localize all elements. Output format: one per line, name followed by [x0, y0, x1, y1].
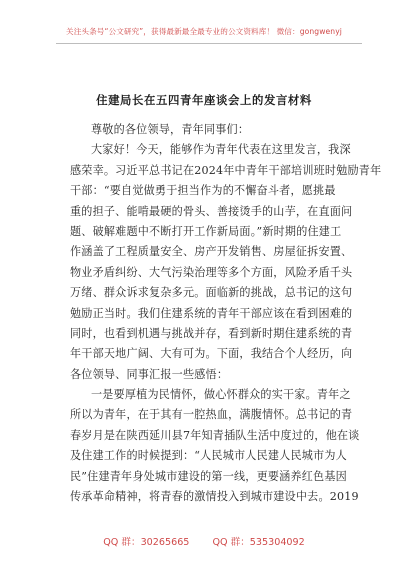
- body-line: 重的担子、能啃最硬的骨头、善接烫手的山芋，在直面问: [70, 204, 353, 218]
- footer-qq-group-2: QQ 群：535304092: [212, 537, 305, 548]
- body-line: 民”住建青年身处城市建设的第一线，更要涵养红色基因: [70, 469, 347, 483]
- body-line: 及住建工作的时候提到：“人民城市人民建人民城市为人: [70, 449, 347, 463]
- body-line: 干部：“要自觉做勇于担当作为的不懈奋斗者，愿挑最: [70, 184, 336, 198]
- document-body: [70, 120, 382, 507]
- body-line: 勉励正当时。我们住建系统的青年干部应该在看到困难的: [70, 306, 353, 320]
- body-line: 大家好！今天，能够作为青年代表在这里发言，我深: [91, 143, 351, 157]
- body-line: 题、破解难题中不断打开工作新局面。”新时期的住建工: [70, 224, 342, 238]
- body-line: 物业矛盾纠纷、大气污染治理等多个方面，风险矛盾千头: [70, 265, 353, 279]
- body-line: 感荣幸。习近平总书记在2024年中青年干部培训班时勉励青年: [70, 163, 382, 177]
- body-line: 春岁月是在陕西延川县7年知青插队生活中度过的，他在谈: [70, 428, 360, 442]
- body-line: 各位领导、同事汇报一些感悟：: [70, 367, 229, 381]
- body-line: 作涵盖了工程质量安全、房产开发销售、房屋征拆安置、: [70, 245, 353, 259]
- document-title: 住建局长在五四青年座谈会上的发言材料: [96, 93, 312, 107]
- body-line: 万绪、群众诉求复杂多元。面临新的挑战，总书记的这句: [70, 286, 353, 300]
- footer-qq-group-1: QQ 群：30265665: [103, 537, 190, 548]
- body-line: 同时，也看到机遇与挑战并存，看到新时期住建系统的青: [70, 326, 353, 340]
- body-line: 尊敬的各位领导，青年同事们：: [91, 123, 250, 136]
- body-line: 一是要厚植为民情怀，做心怀群众的实干家。青年之: [91, 388, 351, 402]
- header-notice: 关注头条号“公文研究”，获得最新最全最专业的公文资料库！ 微信：gongwenyj: [66, 27, 342, 36]
- footer-qq-groups: [0, 534, 408, 548]
- body-line: 年干部天地广阔、大有可为。下面，我结合个人经历，向: [70, 347, 353, 361]
- body-line: 传承革命精神，将青春的激情投入到城市建设中去。2019: [70, 490, 359, 504]
- body-line: 所以为青年，在于其有一腔热血，满腹情怀。总书记的青: [70, 408, 353, 422]
- header-divider: [56, 43, 362, 44]
